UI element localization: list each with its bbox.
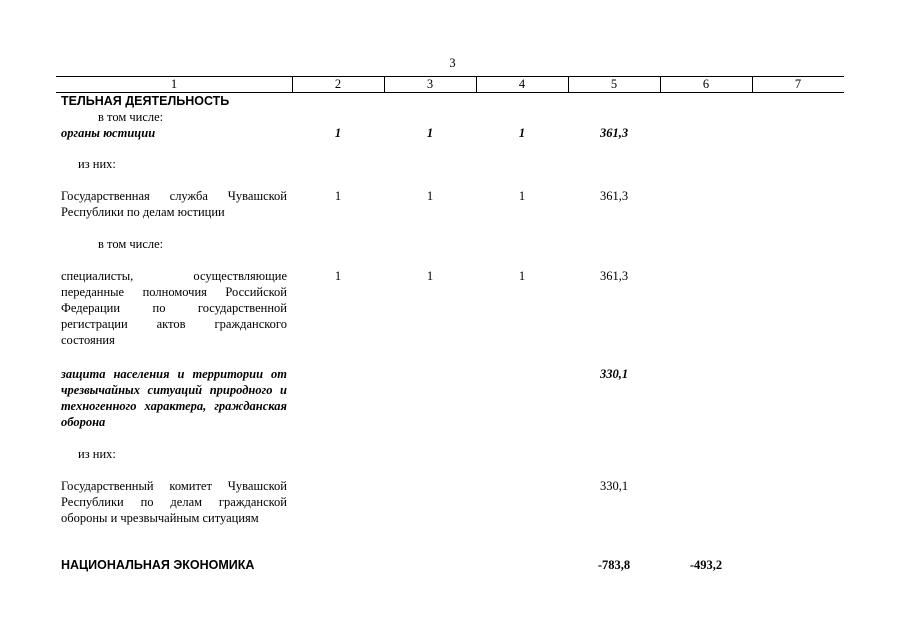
cell-col5: 330,1 [599,479,629,493]
cell-col3: 1 [426,189,434,203]
column-header-5: 5 [610,77,618,91]
column-header-6: 6 [702,77,710,91]
section-heading: НАЦИОНАЛЬНАЯ ЭКОНОМИКА [61,558,255,572]
cell-col5: 330,1 [599,367,629,381]
column-header-1: 1 [170,77,178,91]
subheading-label: в том числе: [98,110,164,124]
subheading-label: из них: [78,157,116,171]
row-label: специалисты, осуществляющие переданные полномочия Российской Федерации по государственной регистрации актов гражданского состояния [61,269,287,347]
cell-col5: -783,8 [597,558,631,572]
column-header-4: 4 [518,77,526,91]
page-number: 3 [449,56,456,70]
row-label: Государственная служба Чувашской Республики по делам юстиции [61,189,287,219]
cell-col5: 361,3 [599,126,629,140]
cell-col6: -493,2 [689,558,723,572]
cell-col2: 1 [334,269,342,283]
cell-col4: 1 [518,189,526,203]
column-header-7: 7 [794,77,802,91]
subheading-label: из них: [78,447,116,461]
section-heading: ТЕЛЬНАЯ ДЕЯТЕЛЬНОСТЬ [61,94,230,108]
cell-col5: 361,3 [599,189,629,203]
subheading-label: в том числе: [98,237,164,251]
row-label: Государственный комитет Чувашской Республики по делам гражданской обороны и чрезвычайным ситуациям [61,479,287,525]
cell-col5: 361,3 [599,269,629,283]
cell-col2: 1 [334,126,342,140]
cell-col3: 1 [426,126,434,140]
cell-col3: 1 [426,269,434,283]
cell-col2: 1 [334,189,342,203]
cell-col4: 1 [518,269,526,283]
column-header-2: 2 [334,77,342,91]
cell-col4: 1 [518,126,526,140]
row-label: защита населения и территории от чрезвычайных ситуаций природного и техногенного характера, гражданская оборона [61,367,287,429]
row-label: органы юстиции [61,126,156,140]
column-header-3: 3 [426,77,434,91]
